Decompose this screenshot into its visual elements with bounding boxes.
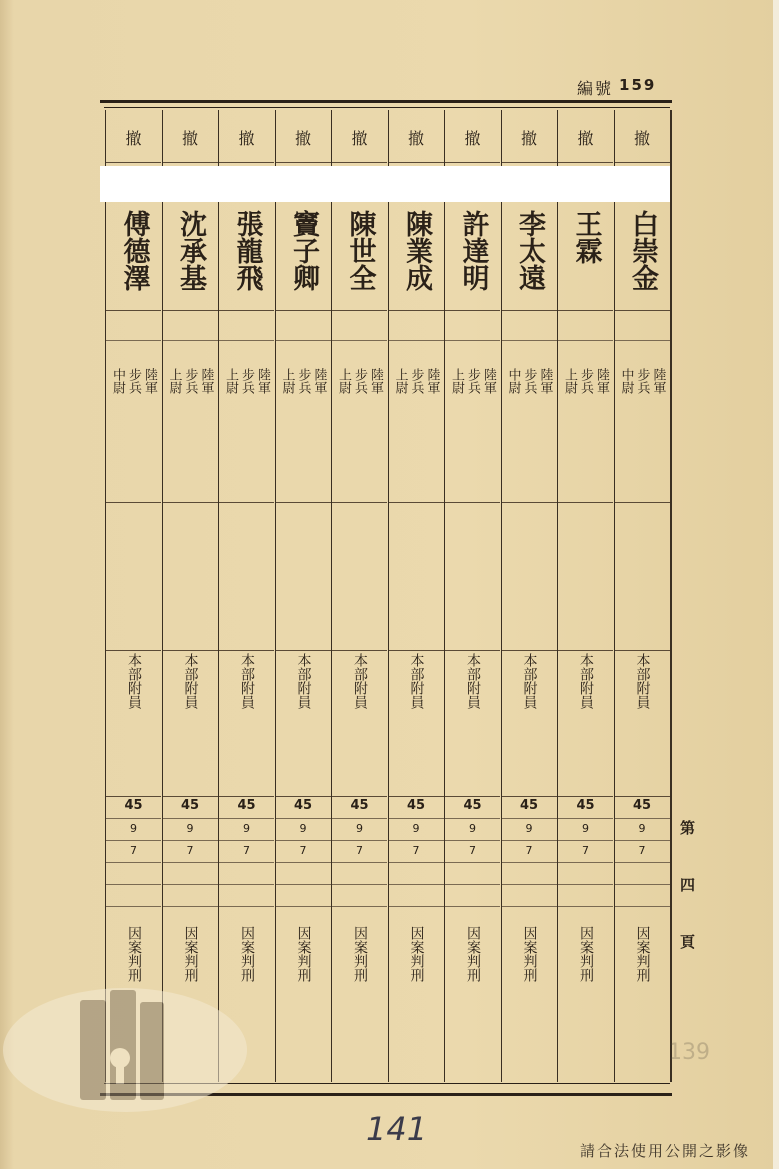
- unit-cell: 本部附員: [634, 653, 651, 709]
- date-day: 7: [186, 844, 194, 857]
- date-day: 7: [638, 844, 646, 857]
- row-divider: [389, 796, 444, 797]
- row-divider: [502, 906, 557, 907]
- row-divider: [502, 340, 557, 341]
- row-divider: [445, 840, 500, 841]
- row-divider: [502, 796, 557, 797]
- date-year: 45: [519, 798, 539, 813]
- status-mark: 撤: [181, 129, 198, 148]
- row-divider: [332, 650, 387, 651]
- reason-cell: 因案判刑: [521, 926, 538, 982]
- row-divider: [502, 884, 557, 885]
- row-divider: [615, 162, 670, 163]
- unit-cell: 本部附員: [295, 653, 312, 709]
- person-name: 王霖: [570, 210, 602, 264]
- row-divider: [332, 884, 387, 885]
- row-divider: [106, 502, 161, 503]
- row-divider: [276, 162, 331, 163]
- rank-grade: 上尉: [223, 368, 238, 394]
- roster-column: [331, 110, 387, 1082]
- date-year: 45: [632, 798, 652, 813]
- date-month: 9: [130, 822, 137, 835]
- date-day: 7: [525, 844, 533, 857]
- rank-arm: 步兵: [295, 368, 311, 394]
- row-divider: [558, 796, 613, 797]
- status-mark: 撤: [238, 129, 255, 148]
- status-mark: 撤: [633, 129, 650, 148]
- rank-cell: [163, 368, 218, 394]
- row-divider: [219, 884, 274, 885]
- header-number: 159: [619, 76, 657, 94]
- row-divider: [445, 340, 500, 341]
- row-divider: [615, 884, 670, 885]
- row-divider: [163, 818, 218, 819]
- date-day: 7: [130, 844, 137, 857]
- row-divider: [332, 502, 387, 503]
- person-name: 許達明: [457, 210, 489, 291]
- person-name: 傅德澤: [118, 210, 150, 291]
- rank-cell: [276, 368, 331, 394]
- row-divider: [445, 818, 500, 819]
- status-mark: 撤: [407, 129, 424, 148]
- rank-arm: 步兵: [634, 368, 650, 394]
- row-divider: [389, 818, 444, 819]
- row-divider: [558, 162, 613, 163]
- rank-arm: 步兵: [239, 368, 254, 394]
- row-divider: [106, 906, 161, 907]
- rank-cell: [615, 368, 670, 394]
- reason-cell: 因案判刑: [465, 926, 481, 982]
- row-divider: [219, 906, 274, 907]
- row-divider: [332, 162, 387, 163]
- row-divider: [106, 162, 161, 163]
- date-month: 9: [356, 822, 363, 835]
- unit-cell: 本部附員: [239, 653, 255, 709]
- row-divider: [445, 650, 500, 651]
- row-divider: [106, 840, 161, 841]
- roster-column: [501, 110, 557, 1082]
- row-divider: [615, 310, 670, 311]
- row-divider: [106, 650, 161, 651]
- unit-cell: 本部附員: [182, 653, 199, 709]
- date-day: 7: [243, 844, 250, 857]
- rank-arm: 步兵: [182, 368, 198, 394]
- row-divider: [163, 340, 218, 341]
- row-divider: [502, 862, 557, 863]
- row-divider: [106, 862, 161, 863]
- row-divider: [276, 796, 331, 797]
- row-divider: [558, 884, 613, 885]
- row-divider: [445, 862, 500, 863]
- row-divider: [502, 162, 557, 163]
- row-divider: [558, 862, 613, 863]
- row-divider: [389, 906, 444, 907]
- row-divider: [615, 502, 670, 503]
- row-divider: [276, 818, 331, 819]
- row-divider: [389, 502, 444, 503]
- row-divider: [502, 650, 557, 651]
- handwritten-page-number: 141: [366, 1110, 428, 1148]
- row-divider: [276, 840, 331, 841]
- date-year: 45: [406, 798, 426, 813]
- person-name: 竇子卿: [288, 210, 319, 291]
- reason-cell: 因案判刑: [182, 926, 199, 982]
- row-divider: [332, 818, 387, 819]
- row-divider: [163, 840, 218, 841]
- reason-cell: 因案判刑: [126, 926, 142, 982]
- date-month: 9: [525, 822, 533, 835]
- status-mark: 撤: [520, 129, 537, 148]
- person-name: 白崇金: [627, 210, 658, 291]
- date-day: 7: [356, 844, 363, 857]
- rank-branch: 陸軍: [255, 368, 270, 394]
- row-divider: [389, 650, 444, 651]
- faded-stamp-number: 139: [668, 1040, 710, 1065]
- rank-grade: 上尉: [166, 368, 182, 394]
- row-divider: [615, 796, 670, 797]
- row-divider: [502, 310, 557, 311]
- date-year: 45: [180, 798, 200, 813]
- date-month: 9: [638, 822, 646, 835]
- date-month: 9: [582, 822, 589, 835]
- row-divider: [276, 340, 331, 341]
- row-divider: [163, 650, 218, 651]
- status-mark: 撤: [294, 129, 311, 148]
- rank-grade: 上尉: [392, 368, 408, 394]
- row-divider: [163, 862, 218, 863]
- date-month: 9: [299, 822, 307, 835]
- header-label: 編號: [577, 79, 614, 98]
- status-mark: 撤: [125, 129, 142, 148]
- row-divider: [163, 310, 218, 311]
- rank-branch: 陸軍: [424, 368, 440, 394]
- date-year: 45: [463, 798, 482, 813]
- rank-branch: 陸軍: [650, 368, 666, 394]
- row-divider: [332, 862, 387, 863]
- date-day: 7: [582, 844, 589, 857]
- row-divider: [219, 650, 274, 651]
- rank-arm: 步兵: [126, 368, 141, 394]
- reason-cell: 因案判刑: [578, 926, 594, 982]
- row-divider: [106, 884, 161, 885]
- row-divider: [276, 884, 331, 885]
- row-divider: [445, 796, 500, 797]
- row-divider: [558, 906, 613, 907]
- row-divider: [558, 818, 613, 819]
- rank-grade: 上尉: [449, 368, 464, 394]
- date-year: 45: [124, 798, 143, 813]
- row-divider: [332, 340, 387, 341]
- roster-column: [105, 110, 161, 1082]
- reason-cell: 因案判刑: [352, 926, 368, 982]
- row-divider: [276, 310, 331, 311]
- date-year: 45: [293, 798, 313, 813]
- roster-column: [444, 110, 500, 1082]
- rank-branch: 陸軍: [311, 368, 327, 394]
- row-divider: [445, 310, 500, 311]
- row-divider: [276, 502, 331, 503]
- unit-cell: 本部附員: [408, 653, 425, 709]
- row-divider: [219, 840, 274, 841]
- row-divider: [163, 502, 218, 503]
- row-divider: [445, 502, 500, 503]
- row-divider: [615, 340, 670, 341]
- row-divider: [615, 818, 670, 819]
- row-divider: [558, 840, 613, 841]
- row-divider: [163, 906, 218, 907]
- row-divider: [445, 162, 500, 163]
- person-name: 李太遠: [514, 210, 545, 291]
- row-divider: [502, 502, 557, 503]
- row-divider: [219, 862, 274, 863]
- date-month: 9: [243, 822, 250, 835]
- row-divider: [276, 906, 331, 907]
- row-divider: [219, 310, 274, 311]
- rank-branch: 陸軍: [594, 368, 609, 394]
- rank-cell: [332, 368, 387, 394]
- archive-watermark-text: 請合法使用公開之影像: [580, 1142, 751, 1160]
- row-divider: [445, 884, 500, 885]
- rank-cell: [219, 368, 274, 394]
- row-divider: [558, 650, 613, 651]
- rank-cell: [558, 368, 613, 394]
- status-mark: 撤: [464, 129, 481, 148]
- rank-branch: 陸軍: [481, 368, 496, 394]
- unit-cell: 本部附員: [578, 653, 594, 709]
- row-divider: [219, 162, 274, 163]
- rank-branch: 陸軍: [142, 368, 157, 394]
- person-name: 張龍飛: [231, 210, 263, 291]
- date-year: 45: [237, 798, 256, 813]
- rank-grade: 中尉: [110, 368, 125, 394]
- person-name: 沈承基: [175, 210, 206, 291]
- row-divider: [389, 340, 444, 341]
- rank-branch: 陸軍: [368, 368, 383, 394]
- roster-column: [388, 110, 444, 1082]
- status-mark: 撤: [577, 129, 594, 148]
- rank-arm: 步兵: [521, 368, 537, 394]
- rank-grade: 中尉: [505, 368, 521, 394]
- status-mark: 撤: [351, 129, 368, 148]
- page-header: [577, 76, 656, 99]
- reason-cell: 因案判刑: [239, 926, 255, 982]
- side-page-label: 第四頁: [678, 820, 696, 991]
- row-divider: [219, 818, 274, 819]
- row-divider: [163, 162, 218, 163]
- row-divider: [219, 796, 274, 797]
- row-divider: [615, 650, 670, 651]
- date-year: 45: [576, 798, 595, 813]
- date-day: 7: [469, 844, 476, 857]
- row-divider: [276, 650, 331, 651]
- row-divider: [389, 862, 444, 863]
- date-day: 7: [412, 844, 420, 857]
- roster-column: [557, 110, 613, 1082]
- row-divider: [332, 310, 387, 311]
- row-divider: [615, 840, 670, 841]
- row-divider: [163, 884, 218, 885]
- row-divider: [332, 796, 387, 797]
- row-divider: [332, 906, 387, 907]
- row-divider: [106, 340, 161, 341]
- roster-column: [275, 110, 331, 1082]
- reason-cell: 因案判刑: [634, 926, 651, 982]
- unit-cell: 本部附員: [352, 653, 368, 709]
- rank-cell: [502, 368, 557, 394]
- row-divider: [615, 906, 670, 907]
- row-divider: [106, 818, 161, 819]
- row-divider: [276, 862, 331, 863]
- unit-cell: 本部附員: [465, 653, 481, 709]
- date-month: 9: [186, 822, 194, 835]
- unit-cell: 本部附員: [521, 653, 538, 709]
- rank-arm: 步兵: [352, 368, 367, 394]
- date-month: 9: [469, 822, 476, 835]
- rank-cell: [445, 368, 500, 394]
- rank-grade: 上尉: [279, 368, 295, 394]
- row-divider: [332, 840, 387, 841]
- row-divider: [558, 340, 613, 341]
- row-divider: [502, 818, 557, 819]
- row-divider: [389, 840, 444, 841]
- person-name: 陳業成: [401, 210, 432, 291]
- table-inner-top-rule: [104, 107, 670, 108]
- unit-cell: 本部附員: [126, 653, 142, 709]
- rank-arm: 步兵: [578, 368, 593, 394]
- row-divider: [389, 884, 444, 885]
- roster-column: [218, 110, 274, 1082]
- archive-logo-icon: [0, 960, 250, 1120]
- rank-branch: 陸軍: [537, 368, 553, 394]
- rank-grade: 中尉: [618, 368, 634, 394]
- date-year: 45: [350, 798, 369, 813]
- redaction-bar: [100, 166, 670, 202]
- reason-cell: 因案判刑: [295, 926, 312, 982]
- row-divider: [445, 906, 500, 907]
- row-divider: [163, 796, 218, 797]
- rank-arm: 步兵: [465, 368, 480, 394]
- row-divider: [219, 340, 274, 341]
- roster-column: [162, 110, 218, 1082]
- row-divider: [219, 502, 274, 503]
- rank-grade: 上尉: [562, 368, 577, 394]
- rank-cell: [389, 368, 444, 394]
- date-month: 9: [412, 822, 420, 835]
- person-name: 陳世全: [344, 210, 376, 291]
- rank-branch: 陸軍: [198, 368, 214, 394]
- row-divider: [558, 310, 613, 311]
- roster-column: [614, 110, 672, 1082]
- page-edge: [773, 0, 779, 1169]
- row-divider: [106, 796, 161, 797]
- row-divider: [389, 162, 444, 163]
- reason-cell: 因案判刑: [408, 926, 425, 982]
- rank-cell: [106, 368, 161, 394]
- row-divider: [558, 502, 613, 503]
- row-divider: [389, 310, 444, 311]
- row-divider: [615, 862, 670, 863]
- date-day: 7: [299, 844, 307, 857]
- row-divider: [106, 310, 161, 311]
- row-divider: [502, 840, 557, 841]
- rank-arm: 步兵: [408, 368, 424, 394]
- rank-grade: 上尉: [336, 368, 351, 394]
